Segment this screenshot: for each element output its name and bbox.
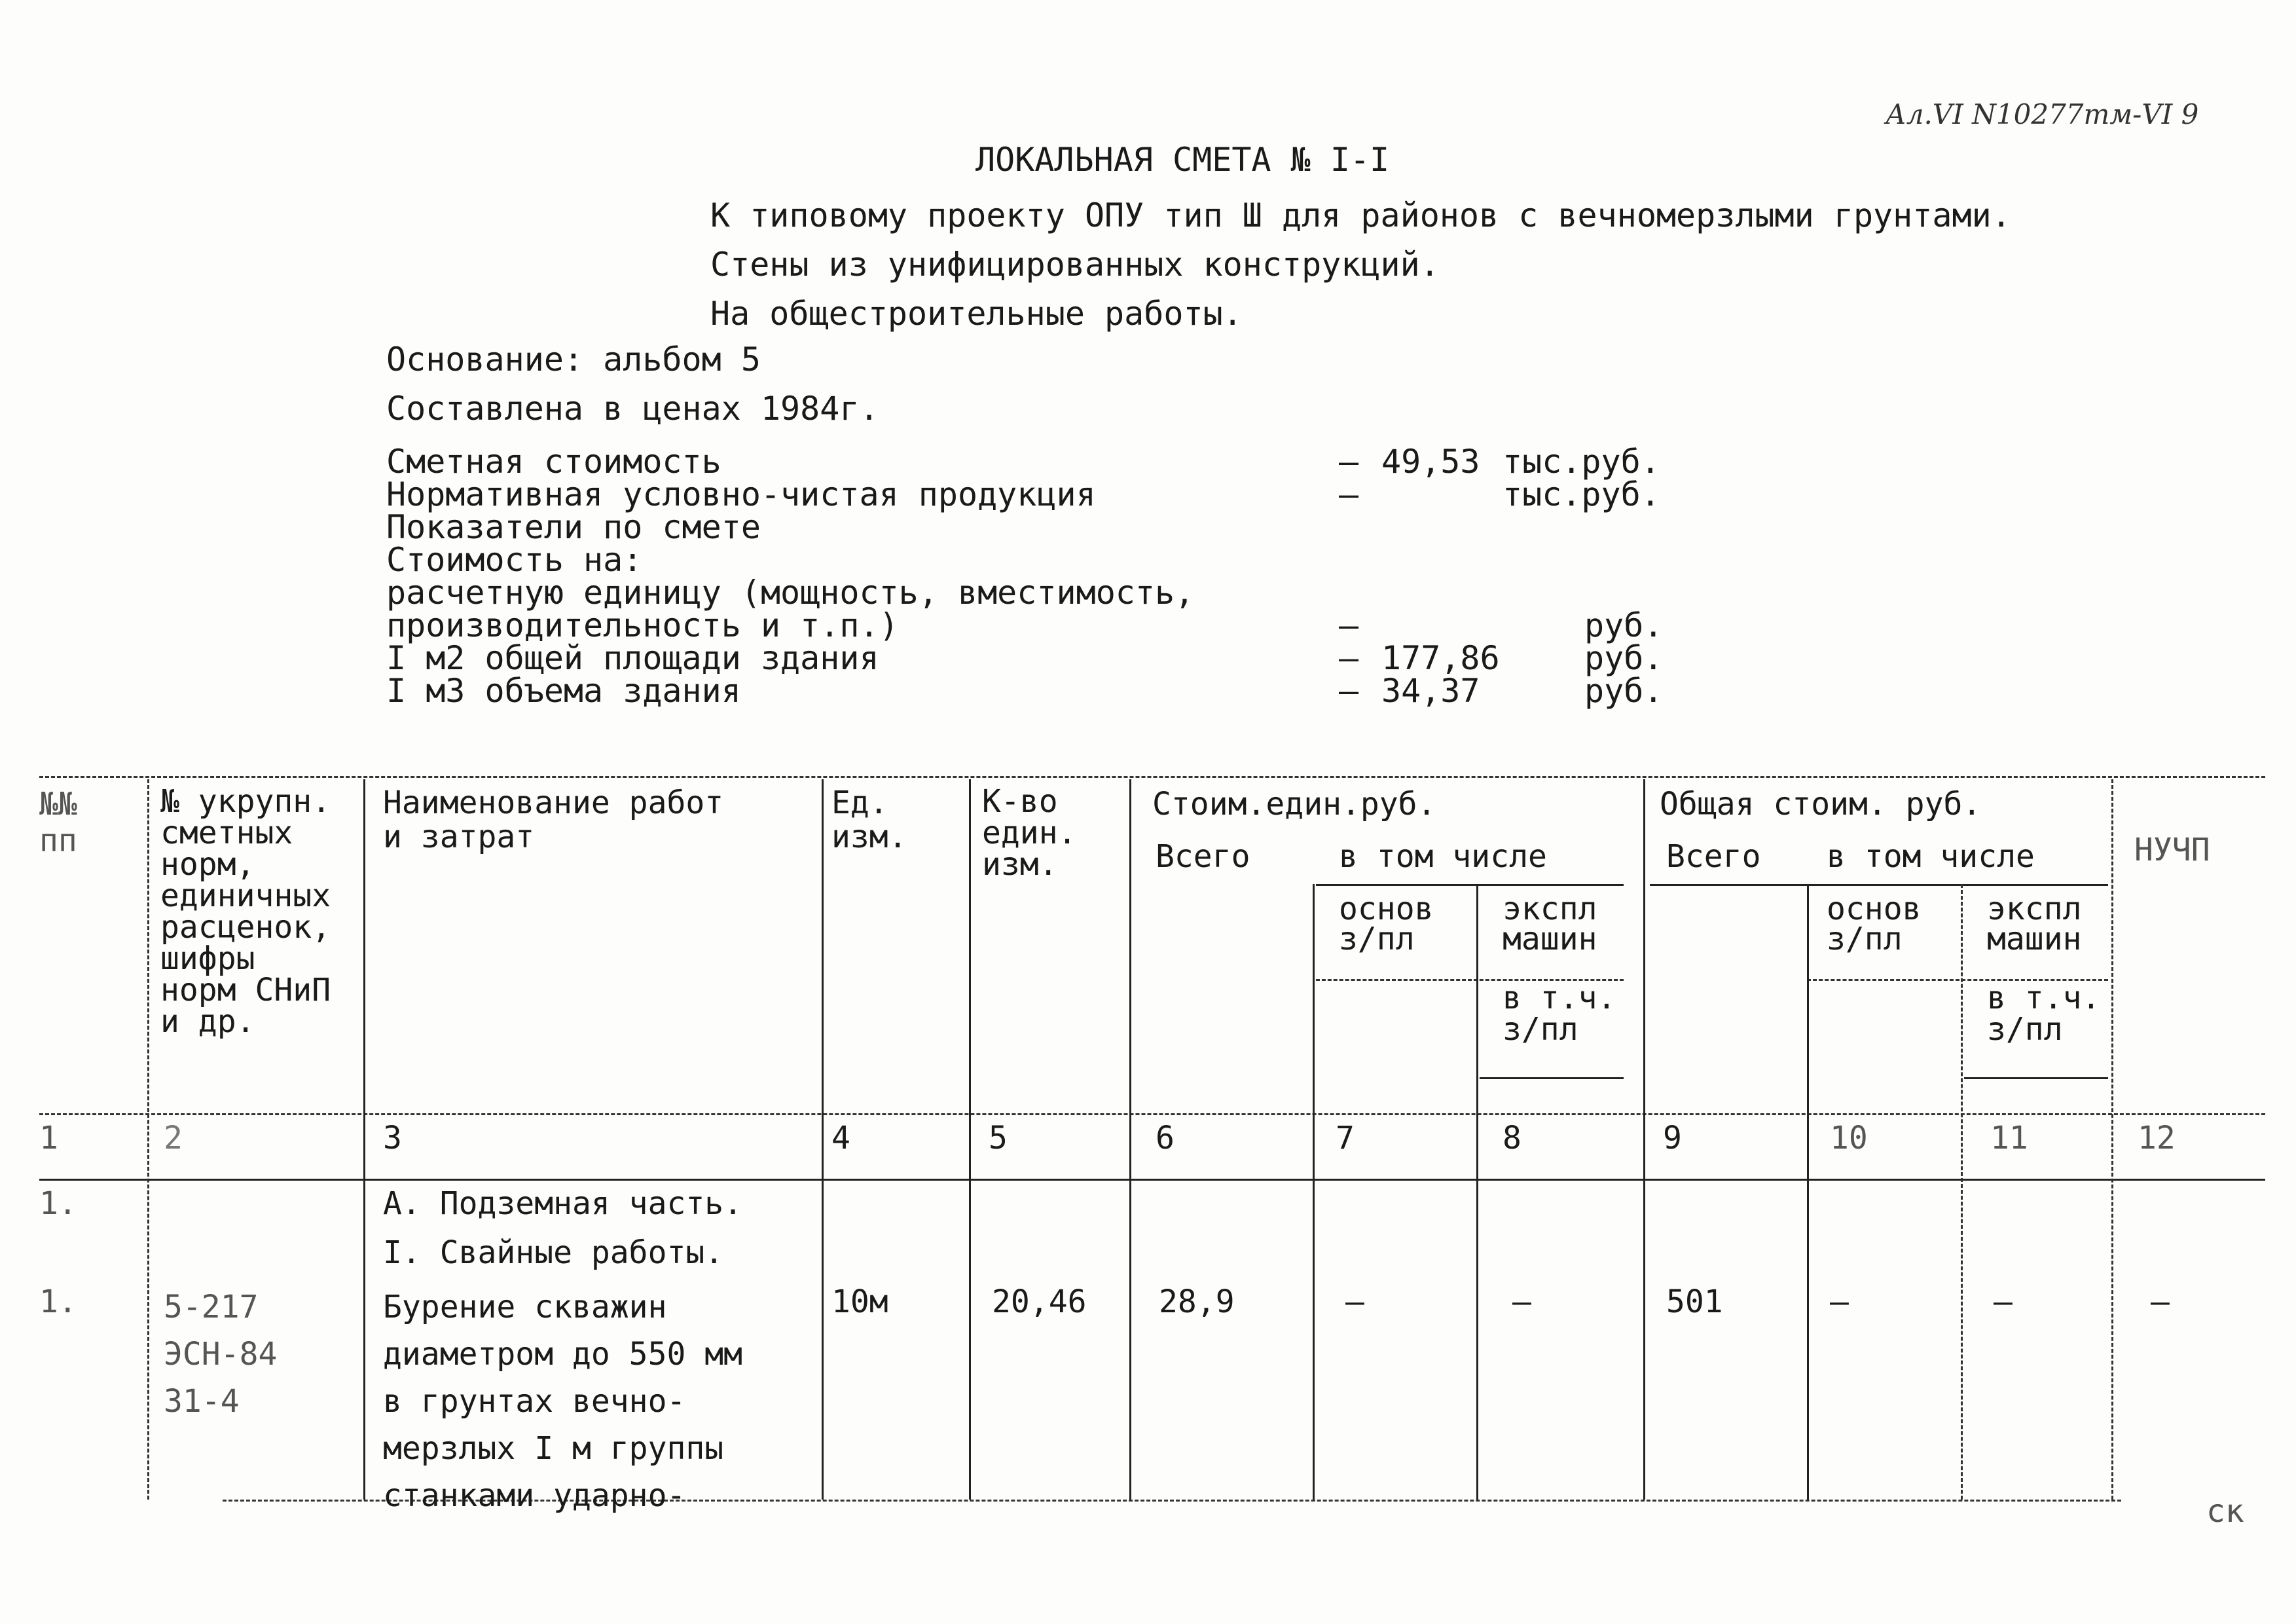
- col-number: 9: [1663, 1120, 1682, 1156]
- col-number: 5: [989, 1120, 1008, 1156]
- col-number: 10: [1830, 1120, 1868, 1156]
- header-nuchp: НУЧП: [2134, 832, 2210, 868]
- indicator-label: Показатели по смете: [386, 508, 761, 546]
- indicator-dash: –: [1339, 672, 1359, 710]
- indicator-label: I м2 общей площади здания: [386, 639, 879, 677]
- col-divider: [1961, 884, 1963, 1500]
- document-title: ЛОКАЛЬНАЯ СМЕТА № I-I: [975, 141, 1390, 179]
- indicator-value: 49,53: [1381, 443, 1480, 481]
- col-divider: [147, 779, 149, 1500]
- unit-cost-subline-3: [1480, 1077, 1624, 1079]
- header-unit-v-tom-chisle: в том числе: [1339, 838, 1547, 875]
- table-row-name: I. Свайные работы.: [383, 1234, 724, 1271]
- table-row-number: 1.: [39, 1185, 77, 1222]
- indicator-unit: руб.: [1584, 672, 1664, 710]
- table-row-total: 501: [1666, 1283, 1723, 1320]
- indicator-dash: –: [1339, 475, 1359, 513]
- col-number: 3: [383, 1120, 402, 1156]
- header-unit-vsego: Всего: [1156, 838, 1250, 875]
- table-row-quantity: 20,46: [992, 1283, 1087, 1320]
- indicator-dash: –: [1339, 639, 1359, 677]
- header-unit-ekspl-mashin: экспл машин: [1503, 891, 1597, 957]
- header-number: №№ пп: [39, 786, 77, 859]
- col-divider: [1476, 884, 1478, 1500]
- indicator-label: I м3 объема здания: [386, 672, 741, 710]
- table-row-total-ekspl: –: [1994, 1283, 2013, 1320]
- col-number: 12: [2138, 1120, 2176, 1156]
- indicator-value: 177,86: [1381, 639, 1500, 677]
- col-divider: [969, 779, 971, 1500]
- indicator-label: Стоимость на:: [386, 541, 643, 579]
- table-row-name: А. Подземная часть.: [383, 1185, 743, 1222]
- indicator-label: производительность и т.п.): [386, 606, 899, 644]
- indicator-dash: –: [1339, 443, 1359, 481]
- header-total-ekspl-mashin: экспл машин: [1987, 891, 2082, 957]
- table-row-code: 5-217 ЭСН-84 31-4: [164, 1289, 278, 1420]
- indicator-label: расчетную единицу (мощность, вместимость,: [386, 574, 1195, 612]
- col-number: 8: [1503, 1120, 1522, 1156]
- indicator-value: 34,37: [1381, 672, 1480, 710]
- indicator-unit: руб.: [1584, 606, 1664, 644]
- header-total-v-t-ch-zpl: в т.ч. з/пл: [1987, 980, 2101, 1048]
- colnum-bottom-border: [39, 1179, 2265, 1181]
- total-cost-subline: [1650, 884, 2108, 886]
- total-cost-subline-3: [1964, 1077, 2108, 1079]
- header-code: № укрупн. сметных норм, единичных расценок, шифры норм СНиП и др.: [160, 783, 331, 1040]
- prices-line: Составлена в ценах 1984г.: [386, 390, 879, 428]
- col-divider: [1129, 779, 1131, 1500]
- table-row-name: Бурение скважин диаметром до 550 мм в грунтах вечно- мерзлых I м группы станками ударно-: [383, 1289, 743, 1514]
- header-unit-osnov-zpl: основ з/пл: [1339, 891, 1434, 957]
- indicator-label: Нормативная условно-чистая продукция: [386, 475, 1096, 513]
- col-divider: [1313, 884, 1315, 1500]
- table-row-unit-total: 28,9: [1159, 1283, 1235, 1320]
- col-number: 1: [39, 1120, 58, 1156]
- col-number: 2: [164, 1120, 183, 1156]
- header-unit: Ед. изм.: [831, 784, 907, 855]
- table-row-unit-ekspl: –: [1512, 1283, 1531, 1320]
- header-unit-cost: Стоим.един.руб.: [1152, 786, 1436, 822]
- indicator-dash: –: [1339, 606, 1359, 644]
- col-divider: [2111, 779, 2113, 1500]
- header-total-cost: Общая стоим. руб.: [1660, 786, 1982, 822]
- handwritten-reference: Ал.VI N10277тм-VI 9: [1886, 98, 2199, 130]
- table-row-unit: 10м: [831, 1283, 888, 1320]
- col-number: 4: [831, 1120, 850, 1156]
- col-number: 11: [1990, 1120, 2028, 1156]
- table-row-number: 1.: [39, 1283, 77, 1320]
- header-unit-v-t-ch-zpl: в т.ч. з/пл: [1503, 980, 1616, 1048]
- continuation-mark: ск: [2206, 1493, 2244, 1530]
- unit-cost-subline: [1316, 884, 1624, 886]
- indicator-label: Сметная стоимость: [386, 443, 721, 481]
- indicator-unit: руб.: [1584, 639, 1664, 677]
- header-bottom-border: [39, 1113, 2265, 1115]
- col-number: 7: [1336, 1120, 1355, 1156]
- table-row-nuchp: –: [2151, 1283, 2170, 1320]
- col-divider: [1643, 779, 1645, 1500]
- header-work-name: Наименование работ и затрат: [383, 784, 724, 855]
- subtitle-line-1: К типовому проекту ОПУ тип Ш для районов с вечномерзлыми грунтами.: [710, 196, 2011, 234]
- subtitle-line-3: На общестроительные работы.: [710, 295, 1243, 333]
- basis-line: Основание: альбом 5: [386, 341, 761, 378]
- indicator-unit: тыс.руб.: [1503, 475, 1660, 513]
- table-row-total-osnov: –: [1830, 1283, 1849, 1320]
- header-total-osnov-zpl: основ з/пл: [1827, 891, 1922, 957]
- subtitle-line-2: Стены из унифицированных конструкций.: [710, 246, 1440, 284]
- header-quantity: К-во един. изм.: [982, 783, 1077, 883]
- col-number: 6: [1156, 1120, 1175, 1156]
- indicator-unit: тыс.руб.: [1503, 443, 1660, 481]
- table-row-unit-osnov: –: [1345, 1283, 1364, 1320]
- col-divider: [822, 779, 824, 1500]
- header-total-vsego: Всего: [1666, 838, 1761, 875]
- col-divider: [1807, 884, 1809, 1500]
- header-total-v-tom-chisle: в том числе: [1827, 838, 2035, 875]
- col-divider: [363, 779, 365, 1500]
- table-top-border: [39, 776, 2265, 778]
